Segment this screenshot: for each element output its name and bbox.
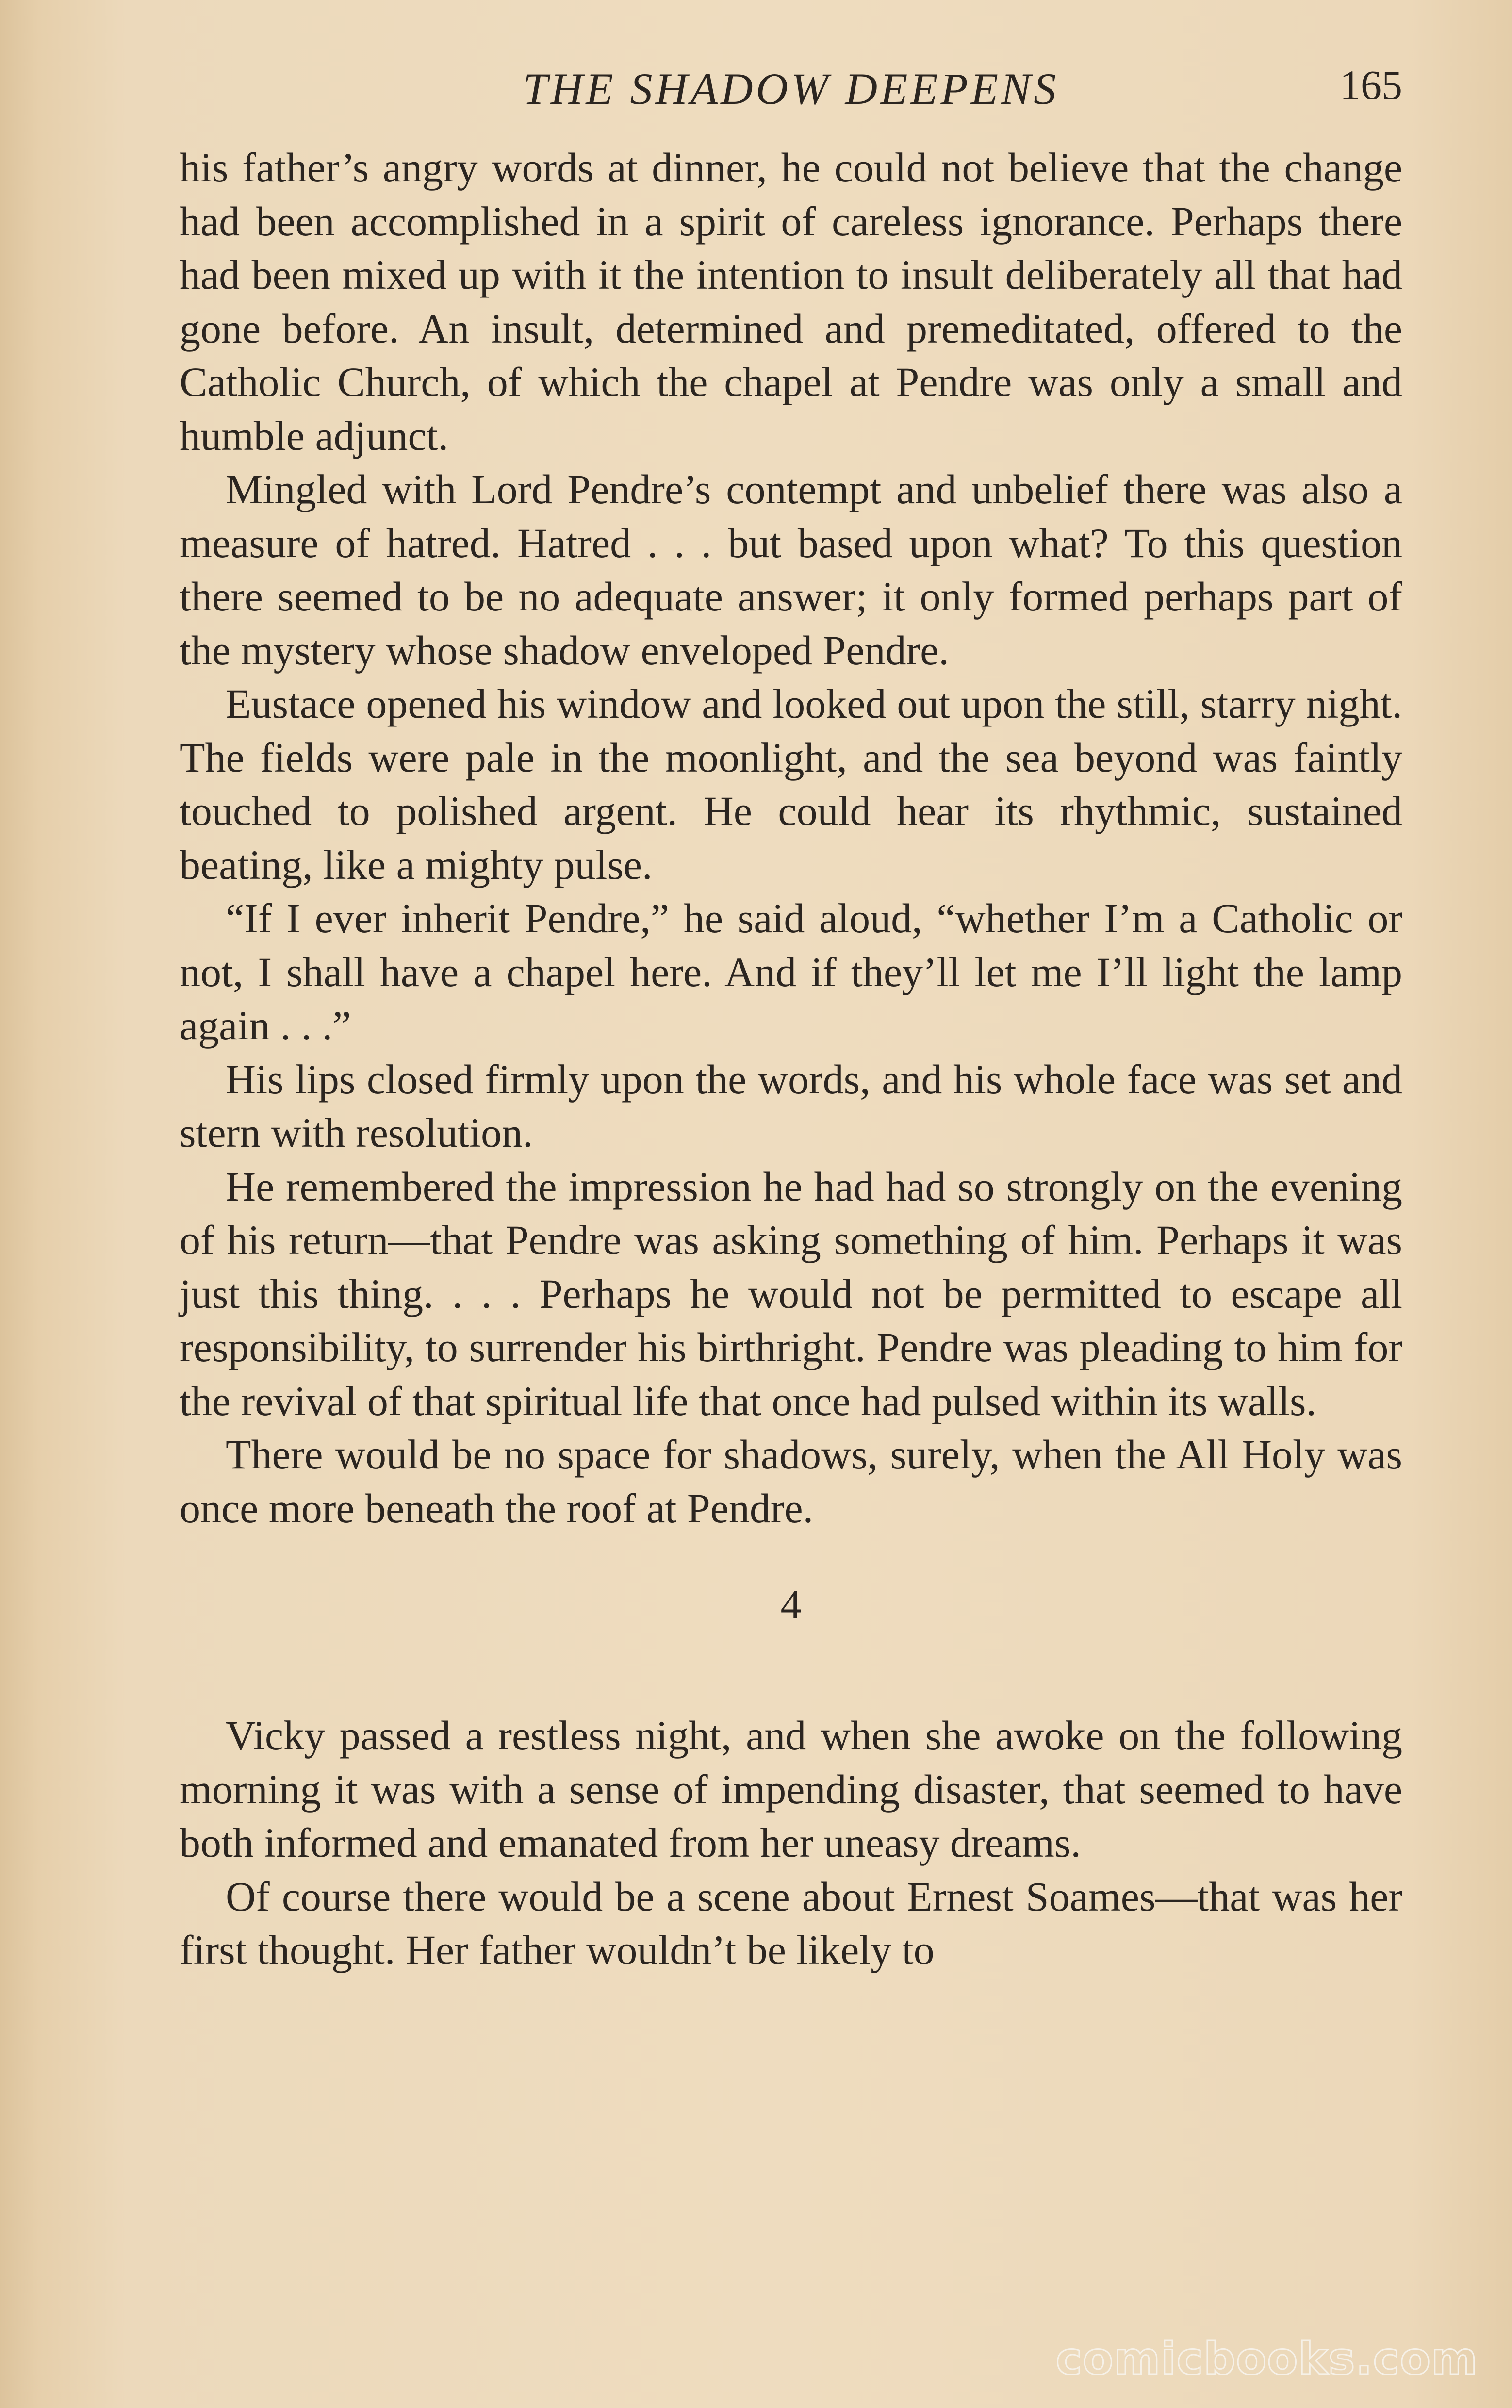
paragraph: Of course there would be a scene about Ernest Soames—that was her first thought. Her father wouldn’t be likely to <box>180 1873 1402 1973</box>
paragraph: “If I ever inherit Pendre,” he said aloud, “whether I’m a Catholic or not, I shall have a chapel here. And if they’ll let me I’ll light the lamp again . . .” <box>180 895 1402 1049</box>
paragraph: Eustace opened his window and looked out upon the still, starry night. The fields were pale in the moonlight, and the sea beyond was faintly touched to polished argent. He could hear its rhythmic, sustained beating, like a mighty pulse. <box>180 680 1402 888</box>
chapter-title: THE SHADOW DEEPENS <box>523 64 1059 114</box>
running-head <box>180 58 1402 126</box>
watermark: comicbooks.com <box>1055 2333 1478 2385</box>
paragraph: Mingled with Lord Pendre’s contempt and unbelief there was also a measure of hatred. Hatred . . . but based upon what? To this question there seemed to be no adequate answer; it only formed perhaps part of the mystery whose shadow enveloped Pendre. <box>180 466 1402 674</box>
paragraph: He remembered the impression he had had so strongly on the evening of his return—that Pendre was asking something of him. Perhaps it was just this thing. . . . Perhaps he would not be permitted to escape all responsibility, to surrender his birthright. Pendre was pleading to him for the revival of that spiritual life that once had pulsed within its walls. <box>180 1163 1402 1424</box>
paragraph: his father’s angry words at dinner, he could not believe that the change had been accomplished in a spirit of careless ignorance. Perhaps there had been mixed up with it the intention to insult deliberately all that had gone before. An insult, determined and premeditated, offered to the Catholic Church, of which the chapel at Pendre was only a small and humble adjunct. <box>180 144 1402 459</box>
page-number: 165 <box>1340 62 1402 108</box>
paragraph: His lips closed firmly upon the words, and his whole face was set and stern with resolution. <box>180 1056 1402 1156</box>
paragraph: There would be no space for shadows, surely, when the All Holy was once more beneath the roof at Pendre. <box>180 1431 1402 1532</box>
paragraph: Vicky passed a restless night, and when she awoke on the following morning it was with a sense of impending disaster, that seemed to have both informed and emanated from her uneasy dreams. <box>180 1712 1402 1866</box>
section-number: 4 <box>780 1581 802 1628</box>
body-text <box>180 141 1402 1977</box>
